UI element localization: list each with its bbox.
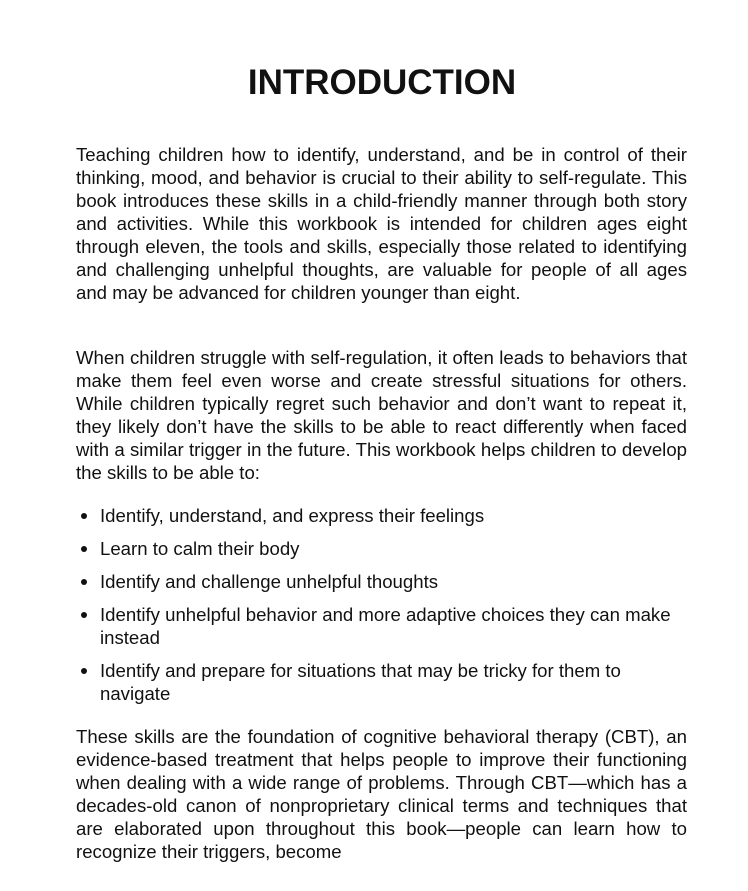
intro-paragraph-1: Teaching children how to identify, understand, and be in control of their thinking, mood, and behavior is crucial to their ability to self-regulate. This book introduces these skills in a child-friendly manner through both story and activities. While this workbook is intended for children ages eight through eleven, the tools and skills, especially those related to identifying and challenging unhelpful thoughts, are valuable for people of all ages and may be advanced for children younger than eight.: [76, 144, 687, 303]
skills-list-item-text: Identify, understand, and express their feelings: [100, 505, 485, 526]
bullet-icon: [81, 546, 87, 552]
skills-list-item: [76, 603, 676, 649]
skills-list-item: [76, 659, 676, 705]
skills-list-item-text: Identify and challenge unhelpful thoughts: [100, 571, 439, 592]
bullet-icon: [81, 668, 87, 674]
page-title: INTRODUCTION: [247, 63, 517, 102]
skills-list-item-text: Identify unhelpful behavior and more adaptive choices they can make instead: [100, 604, 671, 648]
intro-paragraph-2: When children struggle with self-regulation, it often leads to behaviors that make them feel even worse and create stressful situations for others. While children typically regret such behavior and don’t want to repeat it, they likely don’t have the skills to be able to react differently when faced with a similar trigger in the future. This workbook helps children to develop the skills to be able to:: [76, 347, 687, 483]
bullet-icon: [81, 612, 87, 618]
skills-list-item: [76, 504, 676, 527]
intro-paragraph-3: These skills are the foundation of cognitive behavioral therapy (CBT), an evidence-based treatment that helps people to improve their functioning when dealing with a wide range of problems. Through CBT—which has a decades-old canon of nonproprietary clinical terms and techniques that are elaborated upon throughout this book—people can learn how to recognize their triggers, become: [76, 726, 687, 862]
skills-list-item: [76, 570, 676, 593]
bullet-icon: [81, 579, 87, 585]
bullet-icon: [81, 513, 87, 519]
skills-list-item-text: Learn to calm their body: [100, 538, 300, 559]
skills-list: [76, 504, 676, 715]
skills-list-item: [76, 537, 676, 560]
skills-list-item-text: Identify and prepare for situations that may be tricky for them to navigate: [100, 660, 621, 704]
